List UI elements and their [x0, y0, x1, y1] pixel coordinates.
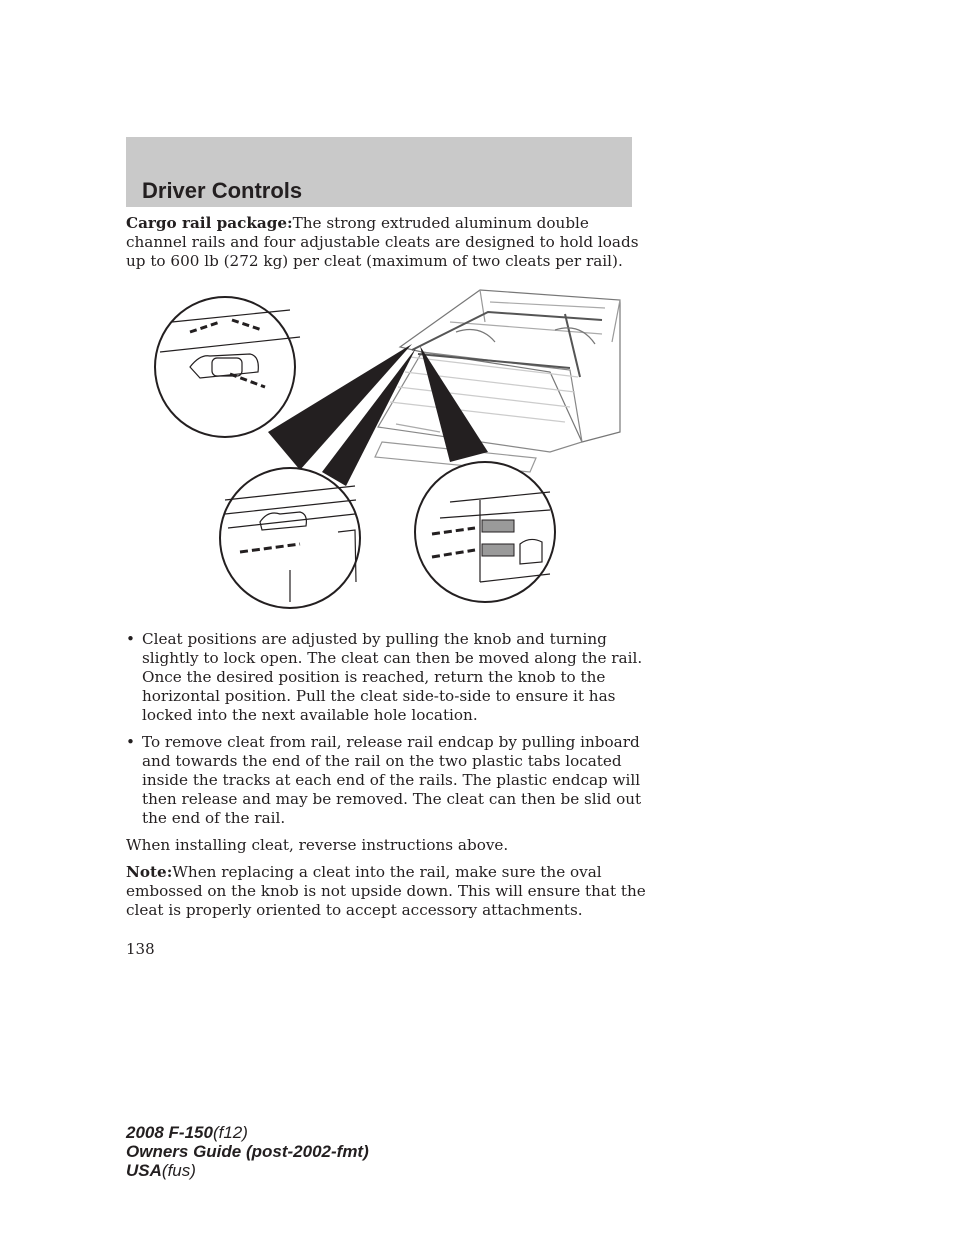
intro-block [126, 214, 646, 279]
install-paragraph: When installing cleat, reverse instructions above. [126, 836, 509, 854]
footer-line-3 [126, 1161, 369, 1180]
cargo-rail-illustration [150, 282, 630, 612]
page-number: 138 [126, 940, 155, 958]
bullet-item [126, 630, 646, 725]
intro-lead: Cargo rail package: [126, 214, 293, 232]
bullet-text: Cleat positions are adjusted by pulling the knob and turning slightly to lock open. The cleat can then be moved along the rail. Once the desired position is reached, return the knob to the horizontal position. Pull the cleat side-to-side to ensure it has locked into the next available hole location. [142, 630, 643, 724]
footer-model: 2008 F-150 [126, 1123, 213, 1142]
footer [126, 1123, 369, 1180]
intro-paragraph [126, 214, 646, 271]
note-paragraph [126, 863, 646, 920]
note-lead: Note: [126, 863, 173, 881]
footer-line-2 [126, 1142, 369, 1161]
bullet-item [126, 733, 646, 828]
footer-model-code: (f12) [212, 1123, 248, 1142]
note-text: When replacing a cleat into the rail, make sure the oval embossed on the knob is not upside down. This will ensure that the cleat is properly oriented to accept accessory attachments. [126, 863, 646, 919]
instructions-block [126, 630, 646, 928]
footer-market-code: (fus) [161, 1161, 196, 1180]
intro-text: The strong extruded aluminum double channel rails and four adjustable cleats are designed to hold loads up to 600 lb (272 kg) per cleat (maximum of two cleats per rail). [126, 214, 639, 270]
footer-market: USA [126, 1161, 162, 1180]
bullet-marker: • [126, 630, 135, 648]
footer-guide: Owners Guide (post-2002-fmt) [126, 1142, 369, 1161]
section-title: Driver Controls [142, 178, 303, 203]
footer-line-1 [126, 1123, 369, 1142]
bullet-text: To remove cleat from rail, release rail endcap by pulling inboard and towards the end of the rail on the two plastic tabs located inside the tracks at each end of the rails. The plastic endcap will then release and may be removed. The cleat can then be slid out the end of the rail. [142, 733, 642, 827]
bullet-list [126, 630, 646, 828]
bullet-marker: • [126, 733, 135, 751]
